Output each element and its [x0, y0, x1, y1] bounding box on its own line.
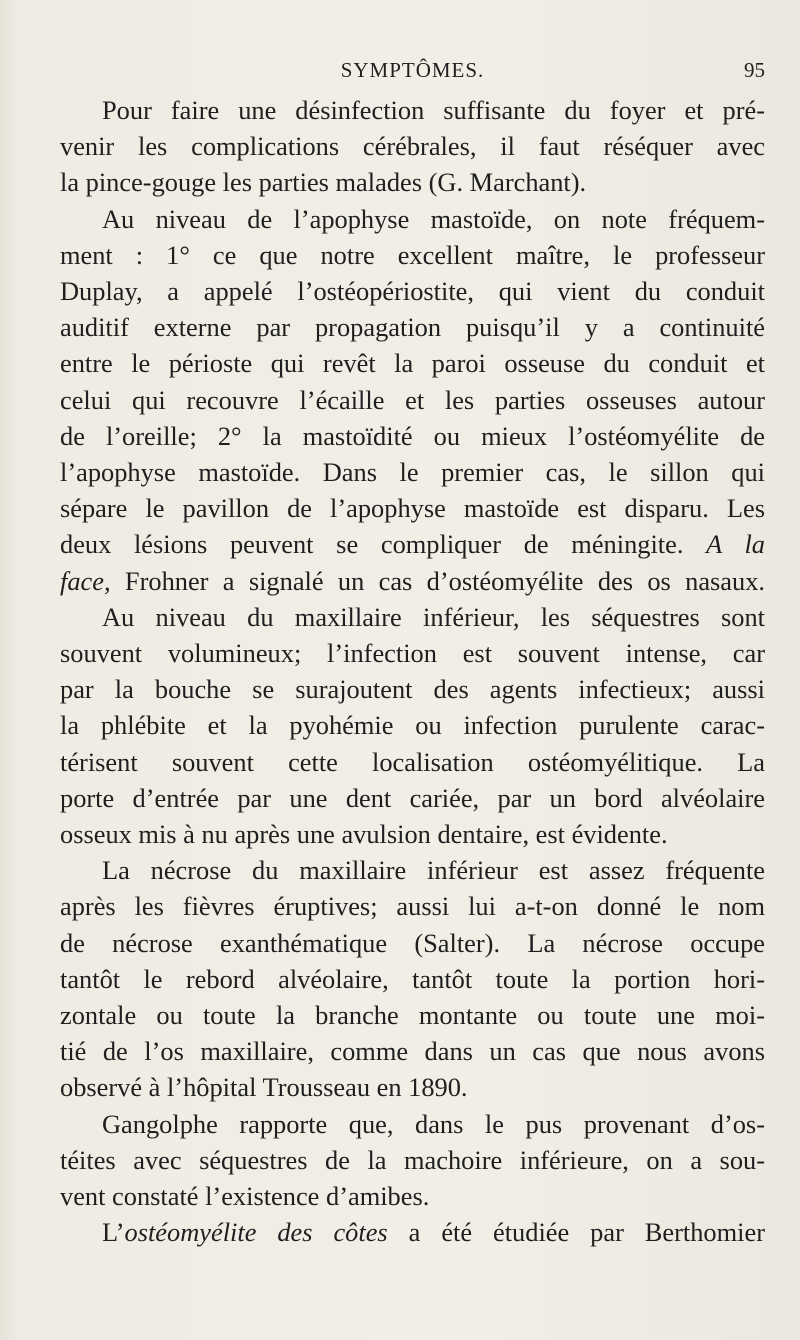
text-line	[60, 925, 765, 961]
line-text: Pour faire une désinfection suffisante du foyer et pré-	[102, 95, 765, 125]
body-text	[60, 92, 765, 1251]
text-line	[60, 201, 765, 237]
line-text: de nécrose exanthématique (Salter). La nécrose occupe	[60, 927, 765, 958]
line-text: la pince-gouge les parties malades (G. Marchant).	[60, 167, 587, 198]
line-text: porte d’entrée par une dent cariée, par un bord alvéolaire	[60, 782, 765, 813]
text-line	[60, 707, 765, 743]
text-line	[60, 1033, 765, 1069]
line-text: souvent volumineux; l’infection est souvent intense, car	[60, 638, 765, 669]
line-text: Au niveau de l’apophyse mastoïde, on note fréquem-	[102, 203, 765, 234]
text-line	[60, 1106, 765, 1142]
text-line	[60, 164, 765, 200]
text-line	[60, 1069, 765, 1105]
line-text: zontale ou toute la branche montante ou toute une moi-	[60, 1000, 765, 1031]
text-line	[60, 526, 765, 562]
line-text: entre le périoste qui revêt la paroi osseuse du conduit et	[60, 348, 765, 379]
text-line	[60, 92, 765, 128]
line-text: par la bouche se surajoutent des agents infectieux; aussi	[60, 674, 765, 705]
text-line	[60, 744, 765, 780]
line-text: la phlébite et la pyohémie ou infection purulente carac-	[60, 710, 765, 741]
text-line	[60, 599, 765, 635]
line-text: auditif externe par propagation puisqu’il y a continuité	[60, 312, 765, 343]
line-text: tié de l’os maxillaire, comme dans un cas que nous avons	[60, 1036, 765, 1067]
text-line	[60, 961, 765, 997]
line-text: sépare le pavillon de l’apophyse mastoïde est disparu. Les	[60, 493, 765, 524]
text-line	[60, 490, 765, 526]
text-line	[60, 237, 765, 273]
text-line	[60, 997, 765, 1033]
text-line	[60, 128, 765, 164]
line-text: observé à l’hôpital Trousseau en 1890.	[60, 1072, 468, 1103]
text-line	[60, 273, 765, 309]
line-prefix: L’	[102, 1217, 125, 1248]
text-line	[60, 816, 765, 852]
page-number: 95	[744, 58, 765, 82]
italic-text: face,	[60, 565, 111, 596]
line-text: venir les complications cérébrales, il faut réséquer avec	[60, 131, 765, 162]
text-line	[60, 852, 765, 888]
running-head: SYMPTÔMES.	[340, 58, 485, 82]
line-text: deux lésions peuvent se compliquer de méningite.	[60, 529, 684, 560]
text-line	[60, 635, 765, 671]
line-text: téites avec séquestres de la machoire inférieure, on a sou-	[60, 1144, 765, 1175]
italic-text: A la	[706, 529, 765, 560]
line-text: osseux mis à nu après une avulsion dentaire, est évidente.	[60, 819, 668, 850]
text-line	[60, 345, 765, 381]
line-text: ment : 1° ce que notre excellent maître, le professeur	[60, 239, 765, 270]
text-line	[60, 454, 765, 490]
text-line	[60, 888, 765, 924]
line-text: Gangolphe rapporte que, dans le pus provenant d’os-	[102, 1108, 765, 1139]
page-header	[60, 58, 765, 88]
line-text: La nécrose du maxillaire inférieur est assez fréquente	[102, 855, 765, 886]
line-text: tantôt le rebord alvéolaire, tantôt toute la portion hori-	[60, 963, 765, 994]
text-line	[60, 780, 765, 816]
line-text: l’apophyse mastoïde. Dans le premier cas, le sillon qui	[60, 457, 765, 488]
text-line	[60, 563, 765, 599]
line-text: Au niveau du maxillaire inférieur, les séquestres sont	[102, 601, 765, 632]
line-text: a été étudiée par Berthomier	[408, 1217, 765, 1248]
line-text: après les fièvres éruptives; aussi lui a-t-on donné le nom	[60, 891, 765, 922]
text-line	[60, 1142, 765, 1178]
italic-text: ostéomyélite des côtes	[124, 1217, 388, 1248]
line-text: celui qui recouvre l’écaille et les parties osseuses autour	[60, 384, 765, 415]
line-text: Duplay, a appelé l’ostéopériostite, qui vient du conduit	[60, 276, 765, 307]
text-line	[60, 382, 765, 418]
text-line	[60, 1178, 765, 1214]
line-text: térisent souvent cette localisation ostéomyélitique. La	[60, 746, 765, 777]
line-text: de l’oreille; 2° la mastoïdité ou mieux l’ostéomyélite de	[60, 420, 765, 451]
text-line	[60, 309, 765, 345]
text-line	[60, 1214, 765, 1250]
line-text: vent constaté l’existence d’amibes.	[60, 1181, 430, 1212]
text-line	[60, 671, 765, 707]
text-line	[60, 418, 765, 454]
line-text: Frohner a signalé un cas d’ostéomyélite des os nasaux.	[124, 565, 766, 596]
